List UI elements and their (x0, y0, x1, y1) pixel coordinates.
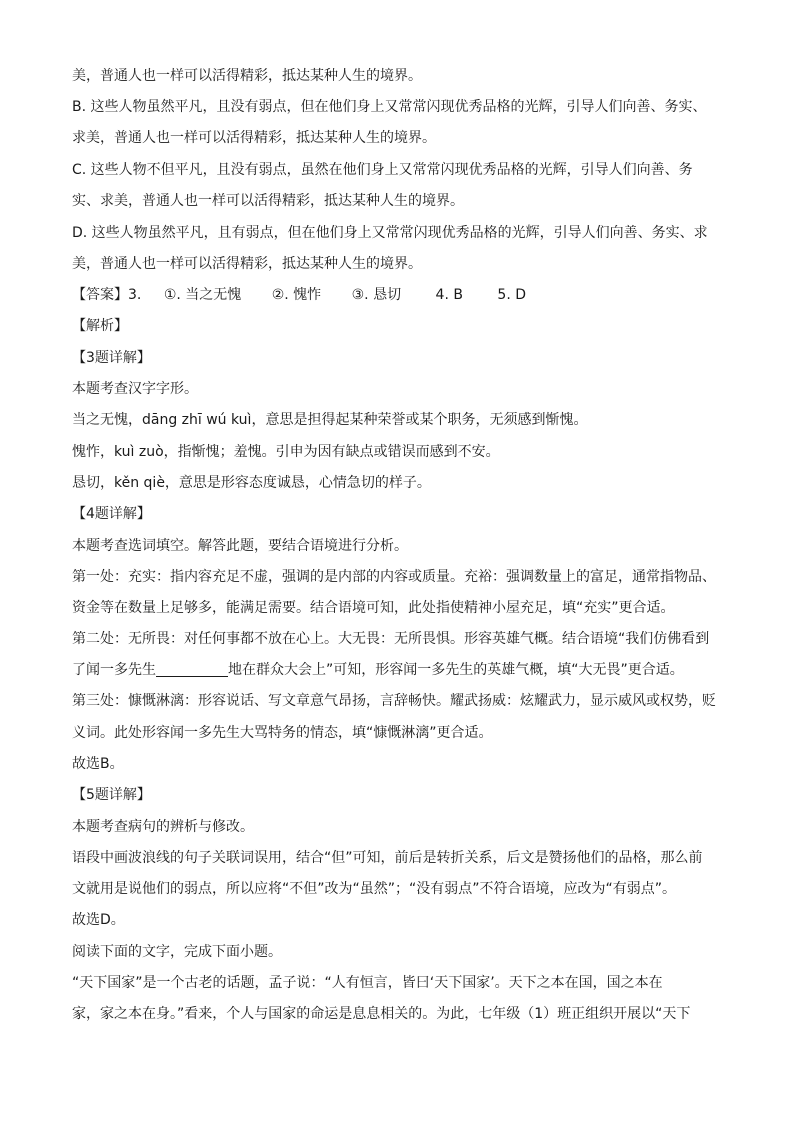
q3-heading: 【3题详解】 (72, 350, 151, 366)
reading-passage-line-1: “天下国家”是一个古老的话题，孟子说：“人有恒言，皆曰‘天下国家’。天下之本在国，国之本在 (72, 975, 663, 991)
q4-conclusion: 故选B。 (72, 756, 124, 772)
option-d-line-2: 美，普通人也一样可以活得精彩，抵达某种人生的境界。 (72, 256, 422, 272)
q3-line-2: 当之无愧，dāng zhī wú kuì，意思是担得起某种荣誉或某个职务，无须感到惭愧。 (72, 412, 588, 428)
answer-q4: 4. B (435, 287, 463, 303)
q4-line-1: 本题考查选词填空。解答此题，要结合语境进行分析。 (72, 538, 408, 554)
answer-item-1: ①. 当之无愧 (163, 287, 242, 303)
q4-line-3: 资金等在数量上足够多，能满足需要。结合语境可知，此处指使精神小屋充足，填“充实”更合适。 (72, 600, 675, 616)
answer-line (72, 285, 526, 305)
q4-line-6: 第三处：慷慨淋漓：形容说话、写文章意气昂扬，言辞畅快。耀武扬威：炫耀武力，显示威风或权势，贬 (72, 693, 716, 709)
q4-heading: 【4题详解】 (72, 506, 151, 522)
q5-line-1: 本题考查病句的辨析与修改。 (72, 819, 254, 835)
option-c-line-1: C. 这些人物不但平凡，且没有弱点，虽然在他们身上又常常闪现优秀品格的光辉，引导人们向善、务 (72, 162, 693, 178)
reading-instruction: 阅读下面的文字，完成下面小题。 (72, 944, 282, 960)
q5-conclusion: 故选D。 (72, 912, 125, 928)
option-b-line-1: B. 这些人物虽然平凡，且没有弱点，但在他们身上又常常闪现优秀品格的光辉，引导人们向善、务实、 (72, 99, 707, 115)
q4-line-2: 第一处：充实：指内容充足不虚，强调的是内部的内容或质量。充裕：强调数量上的富足，通常指物品、 (72, 569, 716, 585)
answer-item-3: ③. 恳切 (351, 287, 402, 303)
analysis-heading: 【解析】 (72, 318, 128, 334)
answer-label: 【答案】3. (72, 287, 142, 303)
q3-line-3: 愧怍，kuì zuò，指惭愧；羞愧。引申为因有缺点或错误而感到不安。 (72, 444, 500, 460)
q3-line-1: 本题考查汉字字形。 (72, 381, 198, 397)
option-a-continuation: 美，普通人也一样可以活得精彩，抵达某种人生的境界。 (72, 68, 422, 84)
fill-blank (156, 662, 228, 677)
option-b-line-2: 求美，普通人也一样可以活得精彩，抵达某种人生的境界。 (72, 130, 436, 146)
reading-passage-line-2: 家，家之本在身。”看来，个人与国家的命运是息息相关的。为此，七年级（1）班正组织开展以“天下 (72, 1006, 691, 1022)
option-c-line-2: 实、求美，普通人也一样可以活得精彩，抵达某种人生的境界。 (72, 193, 464, 209)
q5-line-2: 语段中画波浪线的句子关联词误用，结合“但”可知，前后是转折关系，后文是赞扬他们的品格，那么前 (72, 850, 703, 866)
answer-item-2: ②. 愧怍 (271, 287, 322, 303)
q5-line-3: 文就用是说他们的弱点，所以应将“不但”改为“虽然”；“没有弱点”不符合语境，应改为“有弱点”。 (72, 881, 677, 897)
q3-line-4: 恳切，kěn qiè，意思是形容态度诚恳，心情急切的样子。 (72, 475, 431, 491)
q4-line-7: 义词。此处形容闻一多先生大骂特务的情态，填“慷慨淋漓”更合适。 (72, 725, 493, 741)
option-d-line-1: D. 这些人物虽然平凡，且有弱点，但在他们身上又常常闪现优秀品格的光辉，引导人们向善、务实、求 (72, 225, 708, 241)
answer-q5: 5. D (497, 287, 526, 303)
q4-line-5 (72, 660, 684, 680)
q4-line-5-after: 地在群众大会上”可知，形容闻一多先生的英雄气概，填“大无畏”更合适。 (228, 662, 684, 678)
q4-line-4: 第二处：无所畏：对任何事都不放在心上。大无畏：无所畏惧。形容英雄气概。结合语境“我们仿佛看到 (72, 631, 710, 647)
q5-heading: 【5题详解】 (72, 787, 151, 803)
q4-line-5-before: 了闻一多先生 (72, 662, 156, 678)
